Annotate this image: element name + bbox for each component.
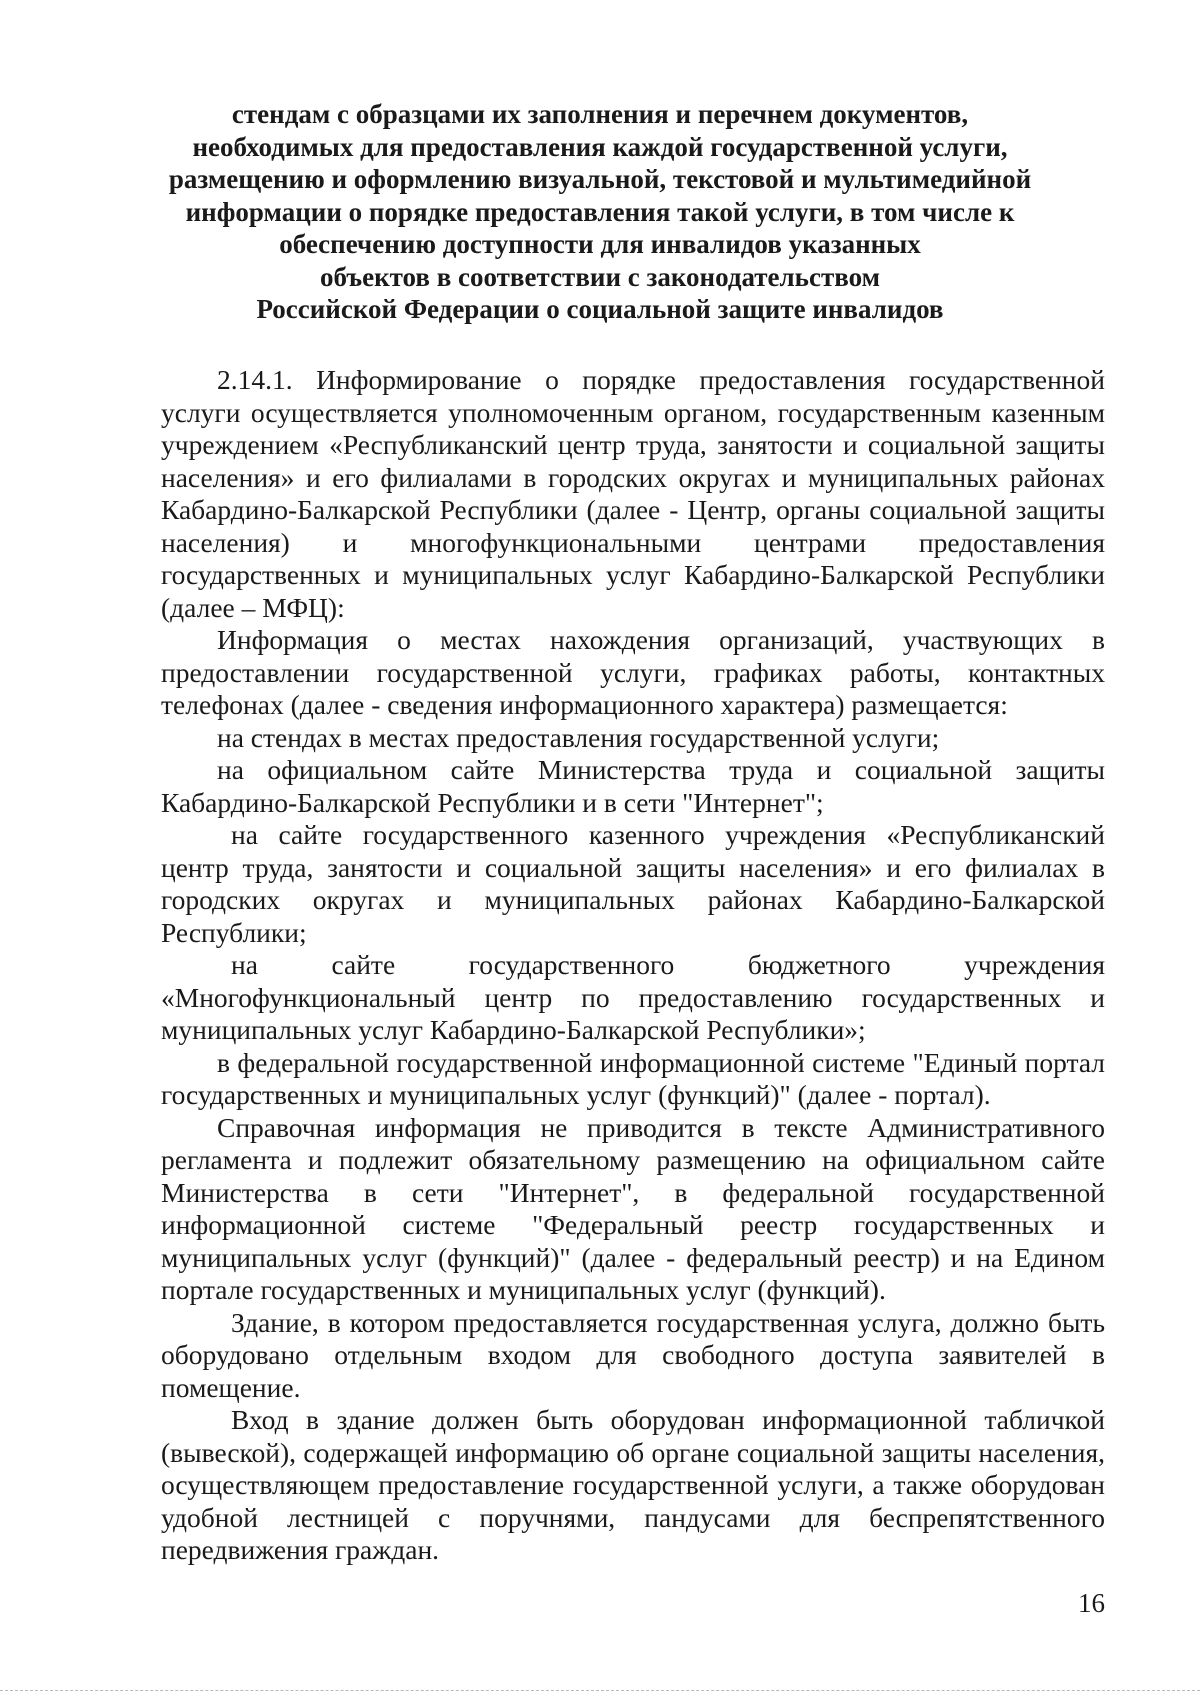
paragraph-ministry-site: на официальном сайте Министерства труда и социальной защиты Кабардино-Балкарской Республики и в сети "Интернет"; bbox=[161, 754, 1105, 818]
heading-line: объектов в соответствии с законодательством bbox=[320, 261, 880, 292]
body-text bbox=[161, 364, 1105, 1567]
heading-line: Российской Федерации о социальной защите инвалидов bbox=[256, 294, 944, 324]
paragraph-reference-info: Справочная информация не приводится в тексте Административного регламента и подлежит обязательному размещению на официальном сайте Министерства в сети "Интернет", в федеральной государственной информационной системе "Федеральный реестр государственных и муниципальных услуг (функций)" (далее - федеральный реестр) и на Едином портале государственных и муниципальных услуг (функций). bbox=[161, 1111, 1105, 1305]
heading-line: размещению и оформлению визуальной, текстовой и мультимедийной bbox=[168, 164, 1032, 194]
scan-edge-divider bbox=[0, 1690, 1200, 1691]
paragraph-mfc-site: на сайте государственного бюджетного учреждения «Многофункциональный центр по предоставлению государственных и муниципальных услуг Кабардино-Балкарской Республики»; bbox=[161, 949, 1105, 1045]
heading-line: обеспечению доступности для инвалидов указанных bbox=[279, 229, 921, 259]
paragraph-entrance-sign: Вход в здание должен быть оборудован информационной табличкой (вывеской), содержащей информацию об органе социальной защиты населения, осуществляющем предоставление государственной услуги, а также оборудован удобной лестницей с поручнями, пандусами для беспрепятственного передвижения граждан. bbox=[161, 1404, 1105, 1565]
heading-line: информации о порядке предоставления такой услуги, в том числе к bbox=[185, 196, 1015, 227]
paragraph-building-entrance: Здание, в котором предоставляется государственная услуга, должно быть оборудовано отдельным входом для свободного доступа заявителей в помещение. bbox=[161, 1306, 1105, 1403]
paragraph-federal-portal: в федеральной государственной информационной системе "Единый портал государственных и муниципальных услуг (функций)" (далее - портал). bbox=[161, 1046, 1105, 1110]
paragraph-2-14-1: 2.14.1. Информирование о порядке предоставления государственной услуги осуществляется уполномоченным органом, государственным казенным учреждением «Республиканский центр труда, занятости и социальной защиты населения» и его филиалами в городских округах и муниципальных районах Кабардино-Балкарской Республики (далее - Центр, органы социальной защиты населения) и многофункциональными центрами предоставления государственных и муниципальных услуг Кабардино-Балкарской Республики (далее – МФЦ): bbox=[161, 364, 1105, 623]
heading-line: стендам с образцами их заполнения и перечнем документов, bbox=[231, 99, 969, 129]
heading-line: необходимых для предоставления каждой государственной услуги, bbox=[192, 131, 1008, 162]
section-heading bbox=[150, 98, 1050, 326]
paragraph-info-locations: Информация о местах нахождения организаций, участвующих в предоставлении государственной услуги, графиках работы, контактных телефонах (далее - сведения информационного характера) размещается: bbox=[161, 624, 1105, 720]
paragraph-center-site: на сайте государственного казенного учреждения «Республиканский центр труда, занятости и социальной защиты населения» и его филиалах в городских округах и муниципальных районах Кабардино-Балкарской Республики; bbox=[161, 819, 1105, 948]
paragraph-stands: на стендах в местах предоставления государственной услуги; bbox=[217, 721, 940, 753]
page-number: 16 bbox=[1078, 1588, 1105, 1618]
